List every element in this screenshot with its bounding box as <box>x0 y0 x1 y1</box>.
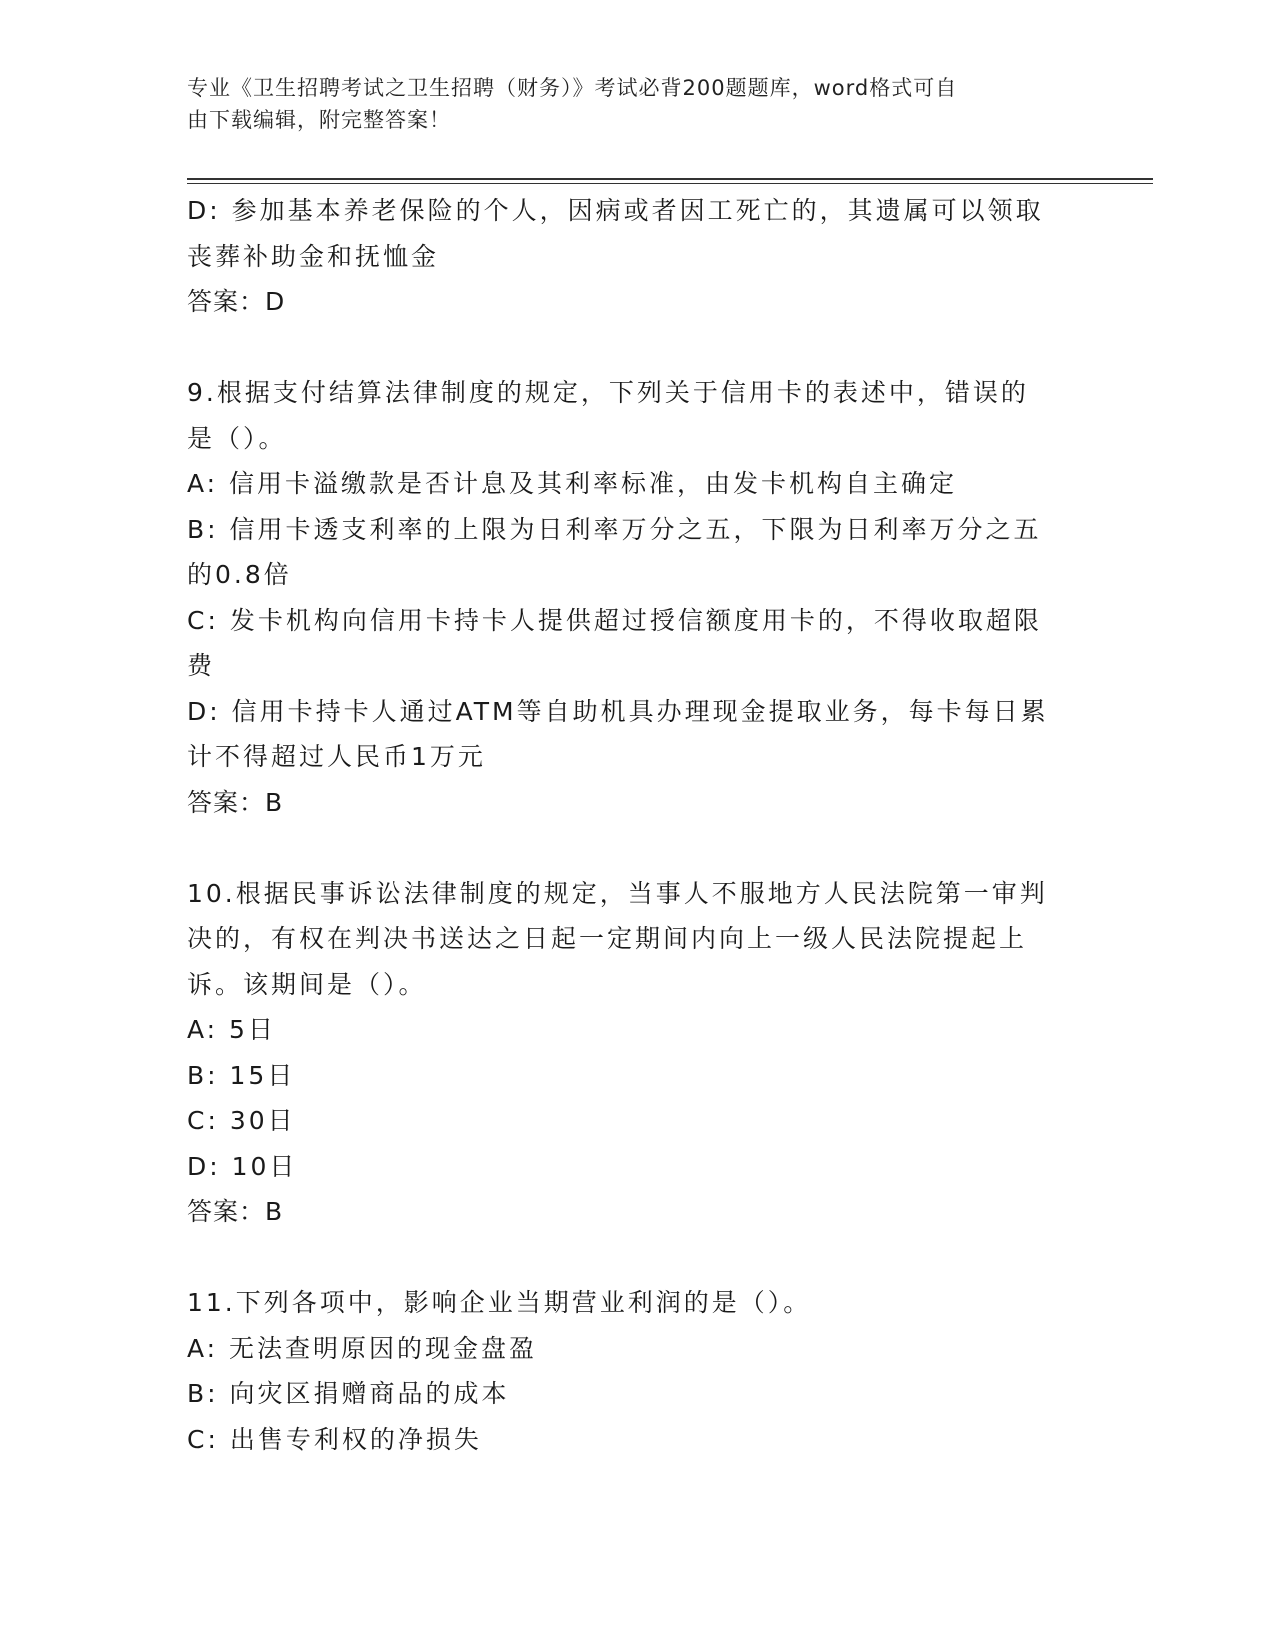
header-line-1: 专业《卫生招聘考试之卫生招聘（财务）》考试必背200题题库，word格式可自 <box>187 76 958 100</box>
q11-stem-line-1: 11.下列各项中，影响企业当期营业利润的是（）。 <box>187 1288 812 1317</box>
q9-stem-line-2: 是（）。 <box>187 423 287 453</box>
question-10 <box>187 871 1077 1235</box>
q10-answer: 答案：B <box>187 1197 284 1226</box>
q10-stem-line-2: 决的，有权在判决书送达之日起一定期间内向上一级人民法院提起上 <box>187 924 1028 953</box>
q9-option-d-line-1: D: 信用卡持卡人通过ATM等自助机具办理现金提取业务，每卡每日累 <box>187 696 1049 726</box>
header-divider-thick <box>187 178 1153 180</box>
question-8 <box>187 188 1077 325</box>
q8-option-d-line-2: 丧葬补助金和抚恤金 <box>187 241 440 271</box>
q10-stem-line-1: 10.根据民事诉讼法律制度的规定，当事人不服地方人民法院第一审判 <box>187 878 1048 908</box>
q9-option-b-line-2: 的0.8倍 <box>187 560 292 589</box>
q9-option-d-line-2: 计不得超过人民币1万元 <box>187 742 486 771</box>
document-header <box>187 72 1067 136</box>
question-11 <box>187 1280 1077 1462</box>
q9-option-b-line-1: B: 信用卡透支利率的上限为日利率万分之五，下限为日利率万分之五 <box>187 514 1042 544</box>
q11-option-b: B: 向灾区捐赠商品的成本 <box>187 1379 510 1408</box>
spacer <box>187 825 1077 871</box>
q9-option-c-line-2: 费 <box>187 651 216 680</box>
q10-stem-line-3: 诉。该期间是（）。 <box>187 969 427 999</box>
q8-option-d-line-1: D: 参加基本养老保险的个人，因病或者因工死亡的，其遗属可以领取 <box>187 196 1044 225</box>
q9-answer: 答案：B <box>187 787 284 817</box>
spacer <box>187 325 1077 371</box>
q9-option-c-line-1: C: 发卡机构向信用卡持卡人提供超过授信额度用卡的，不得收取超限 <box>187 605 1042 635</box>
header-divider-thin <box>187 183 1153 184</box>
q10-option-d: D: 10日 <box>187 1151 298 1181</box>
q11-option-a: A: 无法查明原因的现金盘盈 <box>187 1333 538 1363</box>
question-9 <box>187 370 1077 825</box>
q9-option-a: A: 信用卡溢缴款是否计息及其利率标准，由发卡机构自主确定 <box>187 469 958 498</box>
q11-option-c: C: 出售专利权的净损失 <box>187 1424 482 1454</box>
q10-option-b: B: 15日 <box>187 1060 296 1090</box>
q10-option-a: A: 5日 <box>187 1015 276 1044</box>
question-content <box>187 188 1077 1462</box>
q8-answer: 答案：D <box>187 287 286 316</box>
spacer <box>187 1235 1077 1281</box>
q9-stem-line-1: 9.根据支付结算法律制度的规定，下列关于信用卡的表述中，错误的 <box>187 378 1029 407</box>
q10-option-c: C: 30日 <box>187 1106 296 1135</box>
header-line-2: 由下载编辑，附完整答案！ <box>187 108 451 132</box>
